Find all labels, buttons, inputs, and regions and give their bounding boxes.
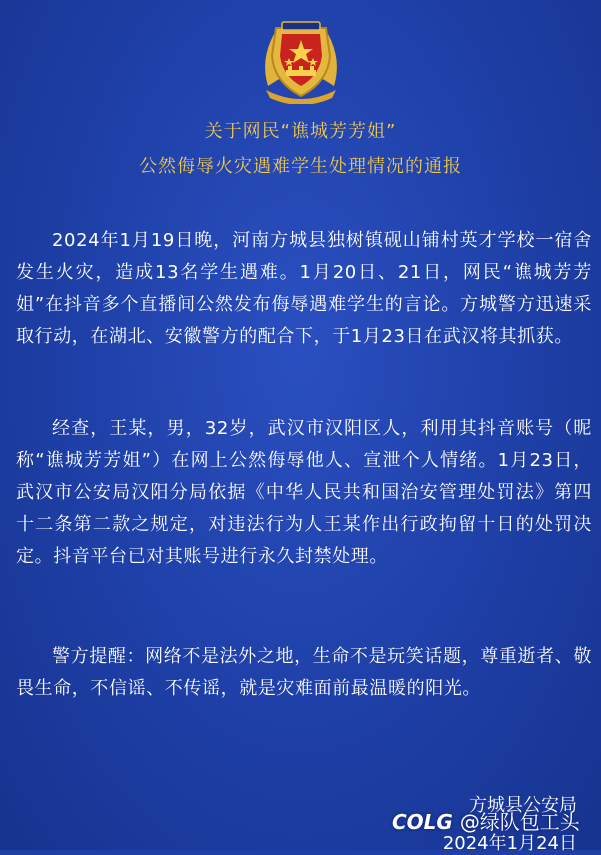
paragraph-reminder: 警方提醒：网络不是法外之地，生命不是玩笑话题，尊重逝者、敬畏生命，不信谣、不传谣，就是灾难面前最温暖的阳光。 [16,646,592,699]
paragraph-investigation: 经查，王某，男，32岁，武汉市汉阳区人，利用其抖音账号（昵称“谯城芳芳姐”）在网上公然侮辱他人、宣泄个人情绪。1月23日，武汉市公安局汉阳分局依据《中华人民共和国治安管理处罚法》第四十二条第二款之规定，对违法行为人王某作出行政拘留十日的处罚决定。抖音平台已对其账号进行永久封禁处理。 [16,418,592,567]
watermark-handle: @绿队包工头 [459,810,580,834]
notice-title-line1: 关于网民“谯城芳芳姐” [204,121,397,142]
notice-title-line2: 公然侮辱火灾遇难学生处理情况的通报 [139,156,462,177]
watermark [392,806,580,835]
watermark-logo: COLG [392,810,453,834]
paragraph-incident: 2024年1月19日晚，河南方城县独树镇砚山铺村英才学校一宿舍发生火灾，造成13名学生遇难。1月20日、21日，网民“谯城芳芳姐”在抖音多个直播间公然发布侮辱遇难学生的言论。方城警方迅速采取行动，在湖北、安徽警方的配合下，于1月23日在武汉将其抓获。 [16,230,592,347]
issue-date: 2024年1月24日 [442,833,577,854]
police-emblem-icon [256,16,346,104]
issuer-signature: 方城县公安局 [469,795,577,816]
